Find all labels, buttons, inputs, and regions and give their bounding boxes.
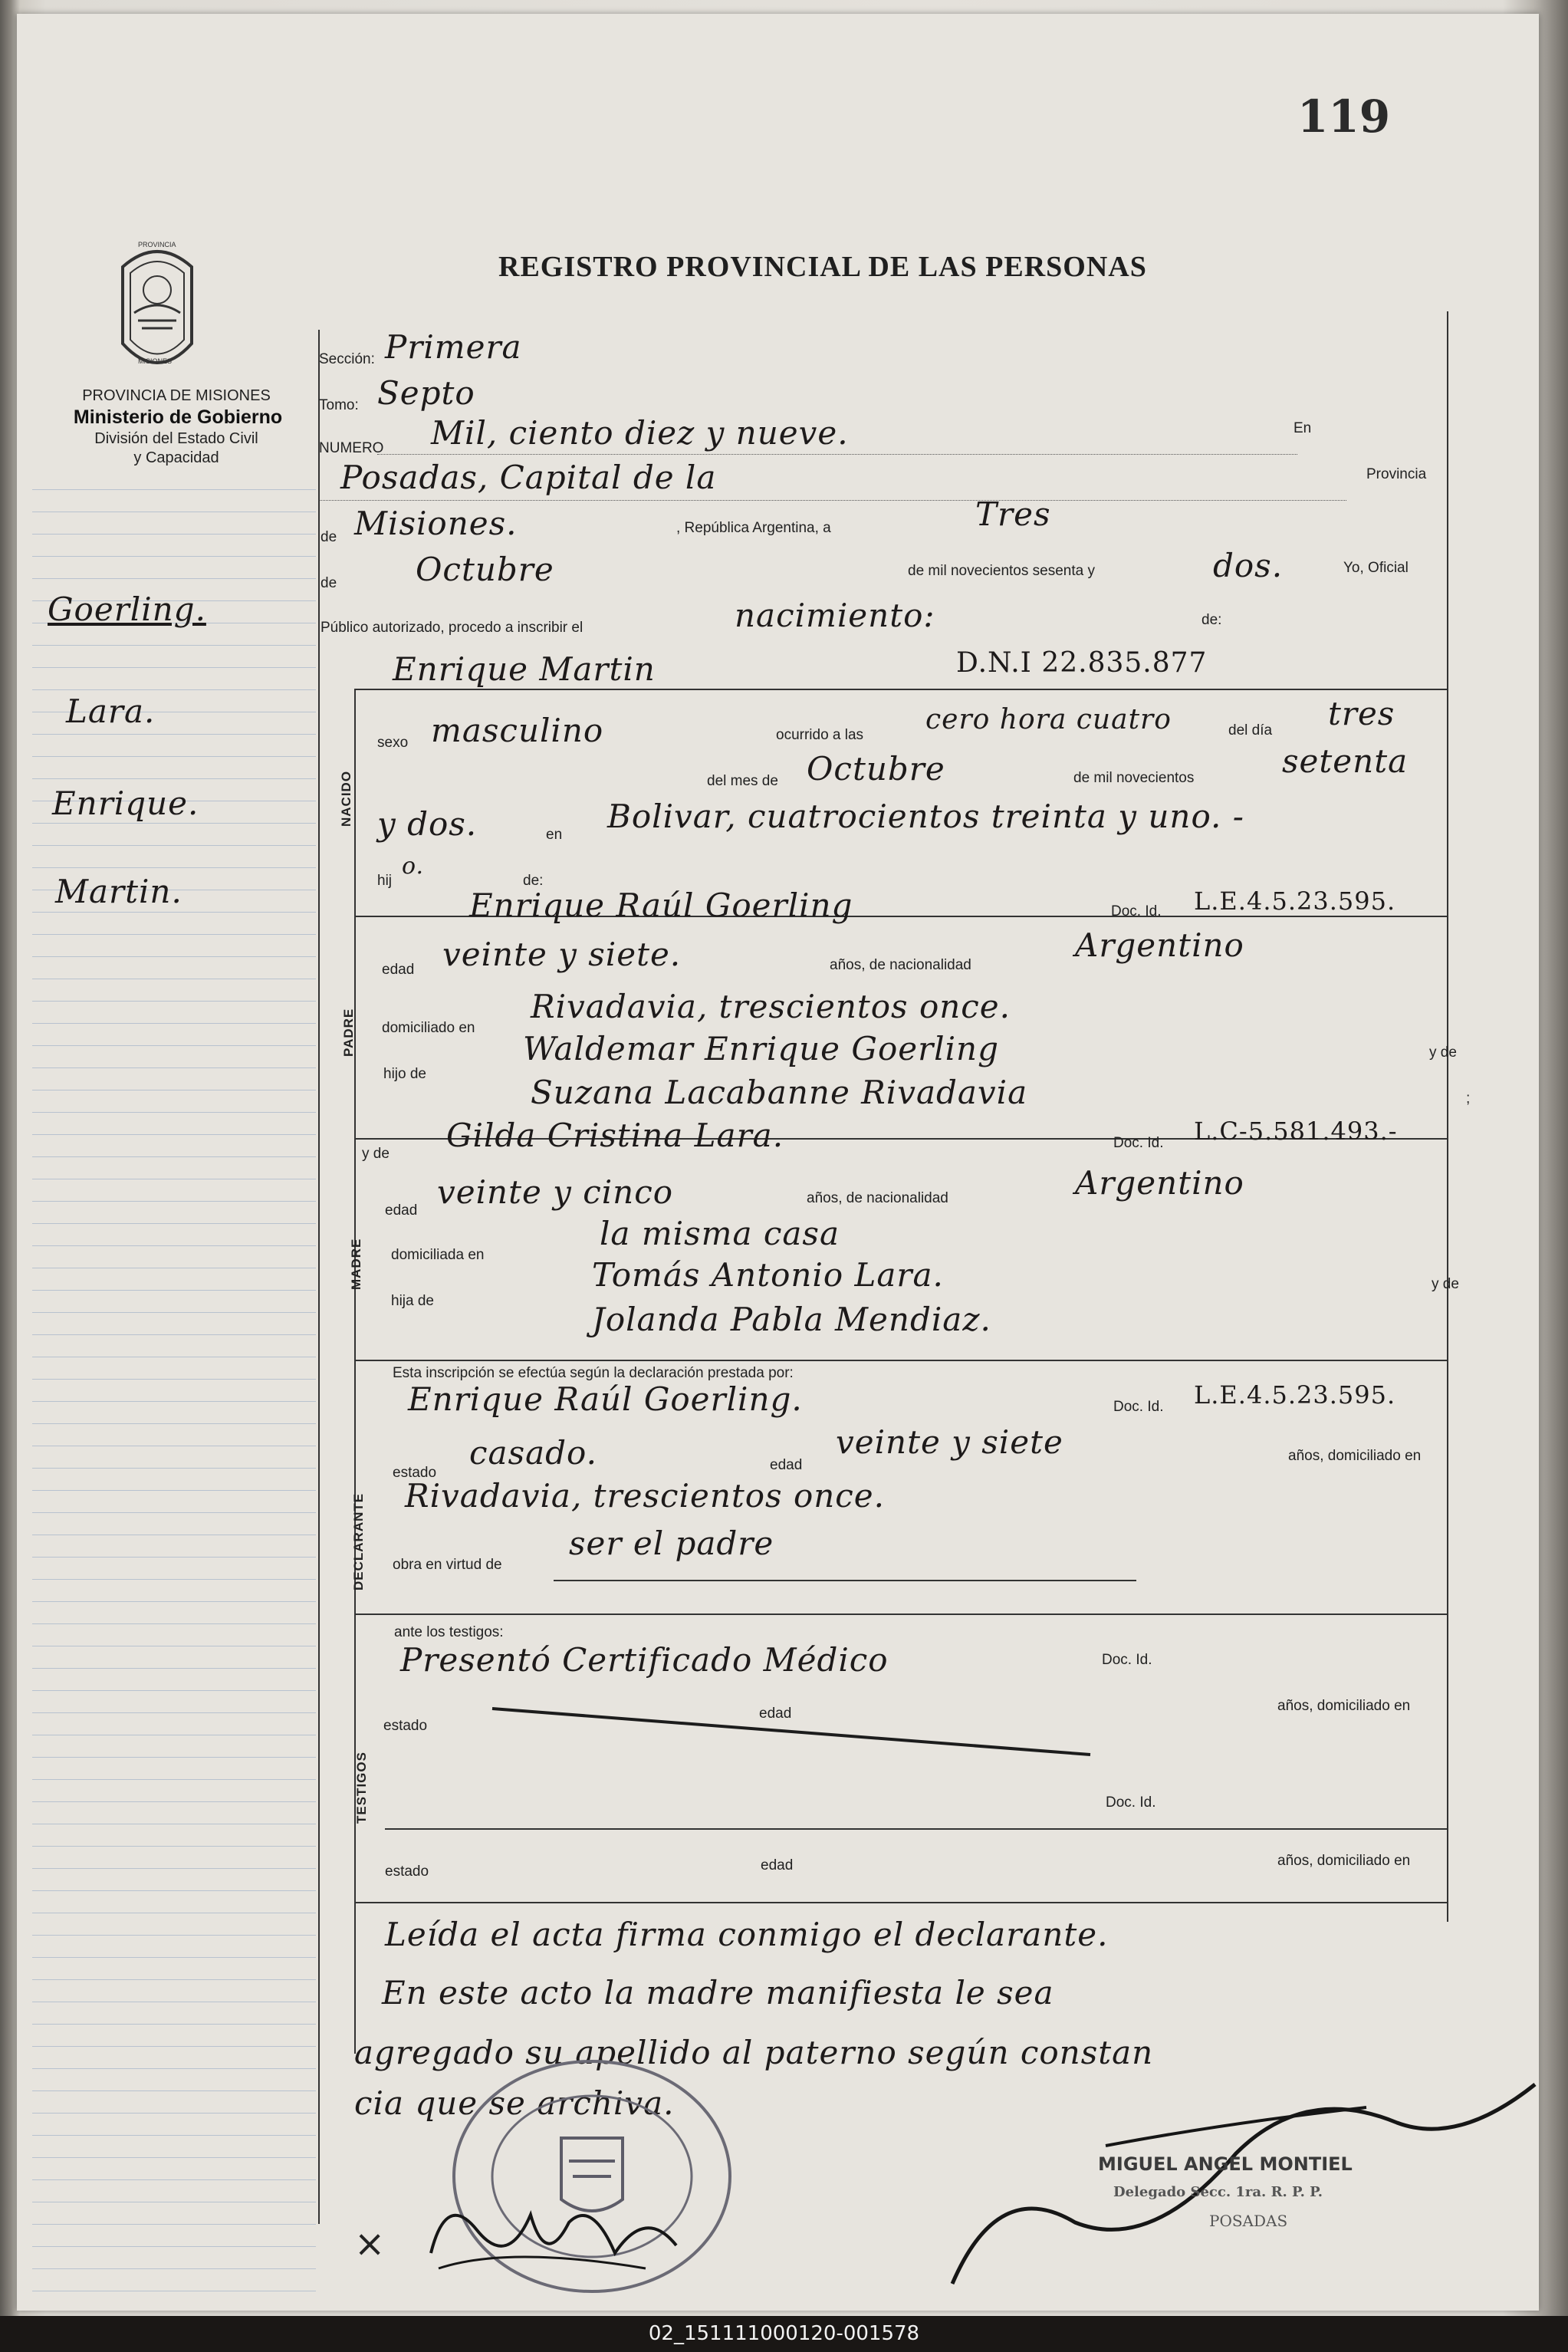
ledger-rule bbox=[32, 1223, 316, 1224]
value-anio-nac-2: y dos. bbox=[377, 805, 478, 843]
value-sexo: masculino bbox=[431, 712, 604, 749]
value-madre-nac: Argentino bbox=[1075, 1164, 1244, 1202]
label-madre-doc: Doc. Id. bbox=[1113, 1135, 1164, 1151]
value-dni: D.N.I 22.835.877 bbox=[956, 647, 1208, 679]
stamp-official-name: MIGUEL ANGEL MONTIEL bbox=[1098, 2153, 1353, 2175]
label-del-mes: del mes de bbox=[707, 773, 778, 789]
label-publico: Público autorizado, procedo a inscribir el bbox=[321, 620, 583, 636]
signature-declarante bbox=[416, 2161, 692, 2284]
value-abuelo-m: Tomás Antonio Lara. bbox=[592, 1256, 944, 1294]
label-test1-edad: edad bbox=[759, 1706, 792, 1722]
label-seccion: Sección: bbox=[319, 351, 375, 367]
section-padre: PADRE bbox=[341, 1008, 356, 1057]
ledger-rule bbox=[32, 1868, 316, 1869]
margin-given-name-2: Martin. bbox=[55, 873, 182, 910]
stamp-official-city: POSADAS bbox=[1209, 2212, 1288, 2230]
label-de-mes: de bbox=[321, 575, 337, 591]
line-testigo-mid bbox=[385, 1828, 1447, 1830]
ledger-rule bbox=[32, 1134, 316, 1135]
label-decl-doc: Doc. Id. bbox=[1113, 1399, 1164, 1415]
value-acto: nacimiento: bbox=[735, 597, 935, 634]
ledger-rule bbox=[32, 1846, 316, 1847]
ledger-rule bbox=[32, 2268, 316, 2269]
ledger-rule bbox=[32, 1401, 316, 1402]
line-lugar bbox=[319, 500, 1346, 501]
ledger-rule bbox=[32, 2090, 316, 2091]
signature-official bbox=[906, 2054, 1550, 2299]
ledger-rule bbox=[32, 1712, 316, 1713]
ledger-rule bbox=[32, 756, 316, 757]
label-test2-doc: Doc. Id. bbox=[1106, 1794, 1156, 1811]
ledger-rule bbox=[32, 934, 316, 935]
ledger-rule bbox=[32, 778, 316, 779]
seal-label-bottom: MISIONES bbox=[138, 357, 173, 365]
ledger-rule bbox=[32, 1957, 316, 1958]
ledger-rule bbox=[32, 2046, 316, 2047]
value-padre: Enrique Raúl Goerling bbox=[469, 887, 853, 924]
value-testigos: Presentó Certificado Médico bbox=[400, 1641, 889, 1679]
label-test1-doc: Doc. Id. bbox=[1102, 1652, 1152, 1668]
ledger-rule bbox=[32, 1490, 316, 1491]
ledger-rule bbox=[32, 1023, 316, 1024]
line-nombre bbox=[354, 689, 1447, 690]
label-en: En bbox=[1294, 420, 1312, 436]
value-provincia: Misiones. bbox=[354, 505, 518, 542]
label-hija-de: hija de bbox=[391, 1293, 434, 1309]
ledger-rule bbox=[32, 578, 316, 579]
label-madre-dom: domiciliada en bbox=[391, 1247, 485, 1263]
label-de-hijo: de: bbox=[523, 873, 544, 889]
value-decl-estado: casado. bbox=[469, 1434, 597, 1472]
label-test2-edad: edad bbox=[761, 1857, 794, 1873]
ledger-rule bbox=[32, 1579, 316, 1580]
label-ocurrido: ocurrido a las bbox=[776, 727, 864, 743]
label-hijo: hij bbox=[377, 873, 393, 889]
label-testigos: ante los testigos: bbox=[394, 1624, 504, 1640]
label-sexo: sexo bbox=[377, 735, 409, 751]
ledger-rule bbox=[32, 1890, 316, 1891]
label-provincia: Provincia bbox=[1366, 466, 1427, 482]
ledger-rule bbox=[32, 1112, 316, 1113]
label-de-mil: de mil novecientos sesenta y bbox=[908, 563, 1095, 579]
value-declarante: Enrique Raúl Goerling. bbox=[408, 1380, 803, 1418]
ledger-rule bbox=[32, 1557, 316, 1558]
value-abuela-m: Jolanda Pabla Mendiaz. bbox=[592, 1301, 991, 1338]
label-de-mil-nac: de mil novecientos bbox=[1073, 770, 1195, 786]
register-page bbox=[17, 14, 1539, 2311]
value-padre-edad: veinte y siete. bbox=[442, 936, 682, 973]
section-divider bbox=[354, 689, 356, 2054]
label-test1-dom: años, domiciliado en bbox=[1277, 1698, 1411, 1714]
margin-given-name-1: Enrique. bbox=[52, 785, 199, 822]
value-madre: Gilda Cristina Lara. bbox=[446, 1117, 784, 1154]
ledger-rule bbox=[32, 734, 316, 735]
label-numero: NUMERO bbox=[319, 440, 384, 456]
ledger-rule bbox=[32, 2179, 316, 2180]
label-decl-dom: años, domiciliado en bbox=[1288, 1448, 1422, 1464]
line-declarante-end bbox=[354, 1614, 1447, 1615]
value-numero: Mil, ciento diez y nueve. bbox=[431, 414, 849, 452]
label-decl-edad: edad bbox=[770, 1457, 803, 1473]
ledger-rule bbox=[32, 2068, 316, 2069]
strike-line bbox=[477, 1701, 1106, 1762]
value-nombre: Enrique Martin bbox=[393, 650, 656, 688]
page-title: REGISTRO PROVINCIAL DE LAS PERSONAS bbox=[498, 251, 1147, 283]
label-del-dia: del día bbox=[1228, 722, 1273, 738]
ledger-rule bbox=[32, 1757, 316, 1758]
note-line-4: cia que se archiva. bbox=[354, 2084, 675, 2122]
ledger-rule bbox=[32, 1156, 316, 1157]
ledger-rule bbox=[32, 823, 316, 824]
ledger-rule bbox=[32, 1601, 316, 1602]
ledger-rule bbox=[32, 1979, 316, 1980]
value-decl-doc: L.E.4.5.23.595. bbox=[1194, 1380, 1396, 1410]
ledger-rule bbox=[32, 2246, 316, 2247]
margin-surname-2: Lara. bbox=[66, 692, 156, 730]
ledger-rule bbox=[32, 556, 316, 557]
value-padre-nac: Argentino bbox=[1075, 926, 1244, 964]
value-mes-nac: Octubre bbox=[807, 750, 945, 788]
stamp-official-role: Delegado Secc. 1ra. R. P. P. bbox=[1113, 2184, 1323, 2200]
ledger-rule bbox=[32, 1690, 316, 1691]
ledger-rule bbox=[32, 1045, 316, 1046]
line-numero bbox=[377, 454, 1297, 455]
ledger-rule bbox=[32, 1001, 316, 1002]
header-province: PROVINCIA DE MISIONES bbox=[82, 387, 271, 404]
label-padre-dom: domiciliado en bbox=[382, 1020, 475, 1036]
value-anio-nac: setenta bbox=[1282, 742, 1409, 780]
value-hijo-suffix: o. bbox=[402, 853, 425, 880]
note-line-2: En este acto la madre manifiesta le sea bbox=[382, 1974, 1054, 2012]
value-decl-dom: Rivadavia, trescientos once. bbox=[405, 1477, 886, 1515]
value-padre-doc: L.E.4.5.23.595. bbox=[1194, 887, 1396, 916]
ledger-rule bbox=[32, 2024, 316, 2025]
label-de-prov: de bbox=[321, 529, 337, 545]
ledger-rule bbox=[32, 1379, 316, 1380]
label-en-lugar: en bbox=[546, 827, 563, 843]
form-left-border bbox=[318, 330, 320, 2224]
ledger-rule bbox=[32, 867, 316, 868]
label-semicolon: ; bbox=[1466, 1090, 1471, 1107]
form-right-border bbox=[1447, 311, 1448, 1922]
label-y-de-madre: y de bbox=[362, 1146, 390, 1162]
ledger-rule bbox=[32, 1623, 316, 1624]
section-nacido: NACIDO bbox=[339, 770, 353, 827]
margin-surname-1: Goerling. bbox=[48, 590, 206, 628]
line-testigos-end bbox=[354, 1902, 1447, 1903]
value-lugar: Posadas, Capital de la bbox=[340, 459, 717, 496]
ledger-rule bbox=[32, 1423, 316, 1424]
label-de-publico: de: bbox=[1201, 612, 1222, 628]
header-division: División del Estado Civil bbox=[94, 430, 258, 447]
page-number: 119 bbox=[1297, 90, 1391, 143]
ledger-rule bbox=[32, 845, 316, 846]
section-testigos: TESTIGOS bbox=[354, 1752, 369, 1824]
ledger-rule bbox=[32, 1668, 316, 1669]
label-obra: obra en virtud de bbox=[393, 1557, 502, 1573]
image-caption: 02_151111000120-001578 bbox=[0, 2316, 1568, 2352]
value-madre-edad: veinte y cinco bbox=[437, 1173, 674, 1211]
ledger-rule bbox=[32, 1779, 316, 1780]
ledger-rule bbox=[32, 1201, 316, 1202]
seal-label-top: PROVINCIA bbox=[138, 241, 176, 248]
label-decl-estado: estado bbox=[393, 1465, 437, 1481]
label-inscripcion: Esta inscripción se efectúa según la declaración prestada por: bbox=[393, 1365, 794, 1381]
value-lugar-nac: Bolivar, cuatrocientos treinta y uno. - bbox=[607, 798, 1244, 835]
ledger-rule bbox=[32, 1334, 316, 1335]
value-tomo: Septo bbox=[377, 374, 475, 412]
label-padre-edad: edad bbox=[382, 962, 415, 978]
ledger-rule bbox=[32, 956, 316, 957]
header-capacity: y Capacidad bbox=[133, 449, 219, 466]
label-madre-edad: edad bbox=[385, 1202, 418, 1219]
value-abuelo-p: Waldemar Enrique Goerling bbox=[523, 1030, 999, 1067]
label-hijo-de: hijo de bbox=[383, 1066, 426, 1082]
value-madre-dom: la misma casa bbox=[600, 1215, 840, 1252]
value-decl-edad: veinte y siete bbox=[836, 1423, 1063, 1461]
ledger-rule bbox=[32, 667, 316, 668]
label-test2-dom: años, domiciliado en bbox=[1277, 1853, 1411, 1869]
label-tomo: Tomo: bbox=[319, 397, 359, 413]
value-abuela-p: Suzana Lacabanne Rivadavia bbox=[531, 1074, 1028, 1111]
label-y-de-m: y de bbox=[1432, 1276, 1459, 1292]
ledger-rule bbox=[32, 2157, 316, 2158]
section-declarante: DECLARANTE bbox=[351, 1492, 366, 1590]
label-test1-estado: estado bbox=[383, 1718, 428, 1734]
ledger-rule bbox=[32, 1290, 316, 1291]
ledger-rule bbox=[32, 2135, 316, 2136]
label-republica: , República Argentina, a bbox=[676, 520, 831, 536]
header-ministry: Ministerio de Gobierno bbox=[73, 406, 283, 428]
ledger-rule bbox=[32, 1468, 316, 1469]
cross-mark: × bbox=[354, 2222, 386, 2265]
ledger-rule bbox=[32, 645, 316, 646]
value-mes: Octubre bbox=[416, 551, 554, 588]
ledger-rule bbox=[32, 1312, 316, 1313]
label-y-de-p: y de bbox=[1429, 1044, 1457, 1061]
label-test2-estado: estado bbox=[385, 1864, 429, 1880]
value-hora: cero hora cuatro bbox=[925, 704, 1172, 735]
value-anio: dos. bbox=[1213, 547, 1284, 584]
label-yo-oficial: Yo, Oficial bbox=[1343, 560, 1409, 576]
label-madre-nac: años, de nacionalidad bbox=[807, 1190, 948, 1206]
ledger-rule bbox=[32, 1801, 316, 1802]
ledger-rule bbox=[32, 912, 316, 913]
ledger-rule bbox=[32, 534, 316, 535]
line-madre-end bbox=[354, 1360, 1447, 1361]
ledger-rule bbox=[32, 689, 316, 690]
label-padre-nac: años, de nacionalidad bbox=[830, 957, 971, 973]
ledger-rule bbox=[32, 1935, 316, 1936]
ledger-rule bbox=[32, 1067, 316, 1068]
value-madre-doc: L.C-5.581.493.- bbox=[1194, 1117, 1398, 1146]
section-madre: MADRE bbox=[349, 1238, 363, 1290]
ledger-rule bbox=[32, 2113, 316, 2114]
value-dia: Tres bbox=[975, 495, 1051, 533]
note-line-1: Leída el acta firma conmigo el declarante. bbox=[385, 1916, 1109, 1953]
value-obra: ser el padre bbox=[569, 1525, 774, 1562]
ledger-rule bbox=[32, 1512, 316, 1513]
value-padre-dom: Rivadavia, trescientos once. bbox=[531, 988, 1011, 1025]
value-seccion: Primera bbox=[385, 328, 522, 366]
ledger-rule bbox=[32, 2224, 316, 2225]
ledger-rule bbox=[32, 489, 316, 490]
ledger-rule bbox=[32, 1245, 316, 1246]
line-obra bbox=[554, 1580, 1136, 1581]
value-dia-nac: tres bbox=[1328, 695, 1395, 732]
note-line-3: agregado su apellido al paterno según constan bbox=[354, 2034, 1154, 2071]
label-padre-doc: Doc. Id. bbox=[1111, 903, 1162, 919]
